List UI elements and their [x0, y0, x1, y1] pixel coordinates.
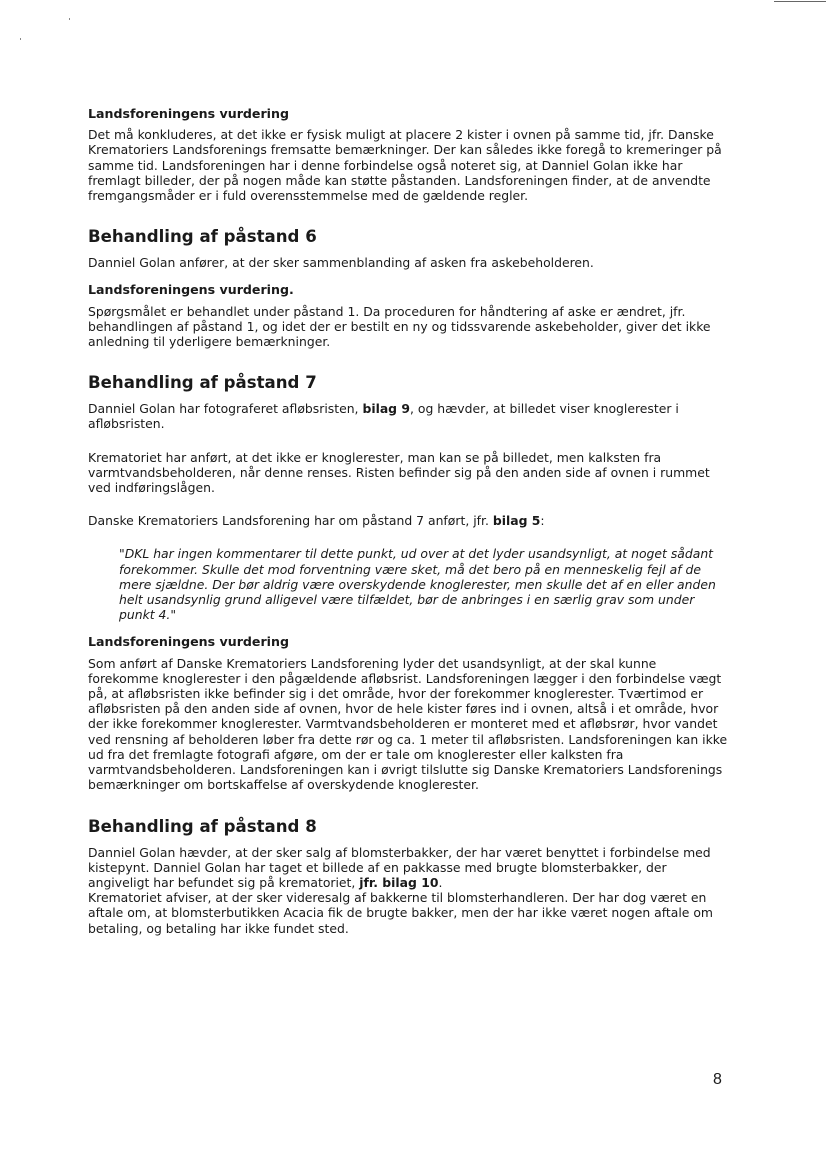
scan-speck — [20, 38, 21, 40]
text-run: : — [540, 513, 545, 529]
paragraph-paastand-6: Danniel Golan anfører, at der sker sammenblanding af asken fra askebeholderen. — [88, 255, 594, 271]
section-heading-vurdering-1: Landsforeningens vurdering — [88, 106, 289, 121]
block-quote-dkl: "DKL har ingen kommentarer til dette punkt, ud over at det lyder usandsynligt, at noget sådant forekommer. Skulle det mod forventning være sket, må det bero på en menneskelig fejl af de mere sjældne. Der bør aldrig være overskydende knoglerester, men skulle det af en eller anden helt usandsynlig grund alligevel være tilfældet, bør de anbringes i en særlig grav som under punkt 4." — [119, 546, 716, 623]
scan-speck — [69, 18, 70, 20]
bilag-reference: jfr. bilag 10 — [359, 874, 439, 890]
document-page — [88, 106, 728, 936]
section-heading-paastand-8: Behandling af påstand 8 — [88, 816, 317, 836]
scan-edge-line — [774, 1, 826, 2]
section-heading-vurdering-2: Landsforeningens vurdering. — [88, 282, 294, 298]
paragraph-vurdering-3: Som anført af Danske Krematoriers Landsforening lyder det usandsynligt, at der skal kunne forekomme knoglerester i den pågældende afløbsrist. Landsforeningen lægger i den forbindelse vægt på, at afløbsristen ikke befinder sig i det område, hvor der forekommer knoglerester. Tværtimod er afløbsristen på den anden side af ovnen, hvor de hele kister føres ind i ovnen, altså i et område, hvor der ikke forekommer knoglerester. Varmtvandsbeholderen er monteret med et afløbsrør, hvor vandet ved rensning af beholderen løber fra dette rør og ca. 1 meter til afløbsristen. Landsforeningen kan ikke ud fra det fremlagte fotografi afgøre, om der er tale om knoglerester eller kalksten fra varmtvandsbeholderen. Landsforeningen kan i øvrigt tilslutte sig Danske Krematoriers Landsforenings bemærkninger om bortskaffelse af overskydende knoglerester. — [88, 655, 728, 793]
paragraph-paastand-8-a — [88, 845, 728, 891]
text-run: Danniel Golan hævder, at der sker salg af blomsterbakker, der har været benyttet i forbindelse med kistepynt. Danniel Golan har taget et billede af en pakkasse med brugte blomsterbakker, der angiveligt har befundet sig på krematoriet, — [88, 844, 711, 890]
bilag-reference: bilag 5 — [492, 513, 541, 529]
section-heading-paastand-7: Behandling af påstand 7 — [88, 373, 317, 393]
page-number: 8 — [713, 1071, 722, 1088]
paragraph-paastand-8-b: Krematoriet afviser, at der sker videresalg af bakkerne til blomsterhandleren. Der har dog været en aftale om, at blomsterbutikken Acacia fik de brugte bakker, men der har ikke været nogen aftale om betaling, og betaling har ikke fundet sted. — [88, 890, 713, 936]
text-run: . — [438, 874, 443, 890]
text-run: Danske Krematoriers Landsforening har om påstand 7 anført, jfr. — [88, 513, 493, 529]
paragraph-vurdering-2: Spørgsmålet er behandlet under påstand 1. Da proceduren for håndtering af aske er ændret, jfr. behandlingen af påstand 1, og idet der er bestilt en ny og tidssvarende askebeholder, giver det ikke anledning til yderligere bemærkninger. — [88, 303, 711, 350]
text-run: Danniel Golan har fotograferet afløbsristen, — [88, 401, 363, 417]
paragraph-paastand-7-a — [88, 401, 728, 431]
paragraph-paastand-7-b: Krematoriet har anført, at det ikke er knoglerester, man kan se på billedet, men kalksten fra varmtvandsbeholderen, når denne renses. Risten befinder sig på den anden side af ovnen i rummet ved indføringslågen. — [88, 449, 710, 496]
bilag-reference: bilag 9 — [362, 401, 410, 417]
section-heading-paastand-6: Behandling af påstand 6 — [88, 227, 317, 247]
paragraph-paastand-7-c — [88, 513, 728, 528]
section-heading-vurdering-3: Landsforeningens vurdering — [88, 634, 289, 650]
text-run: , og hævder, at billedet viser knoglerester i afløbsristen. — [88, 401, 679, 432]
paragraph-vurdering-1: Det må konkluderes, at det ikke er fysisk muligt at placere 2 kister i ovnen på samme tid, jfr. Danske Krematoriers Landsforenings fremsatte bemærkninger. Der kan således ikke foregå to kremeringer på samme tid. Landsforeningen har i denne forbindelse også noteret sig, at Danniel Golan ikke har fremlagt billeder, der på nogen måde kan støtte påstanden. Landsforeningen finder, at de anvendte fremgangsmåder er i fuld overensstemmelse med de gældende regler. — [88, 127, 722, 204]
